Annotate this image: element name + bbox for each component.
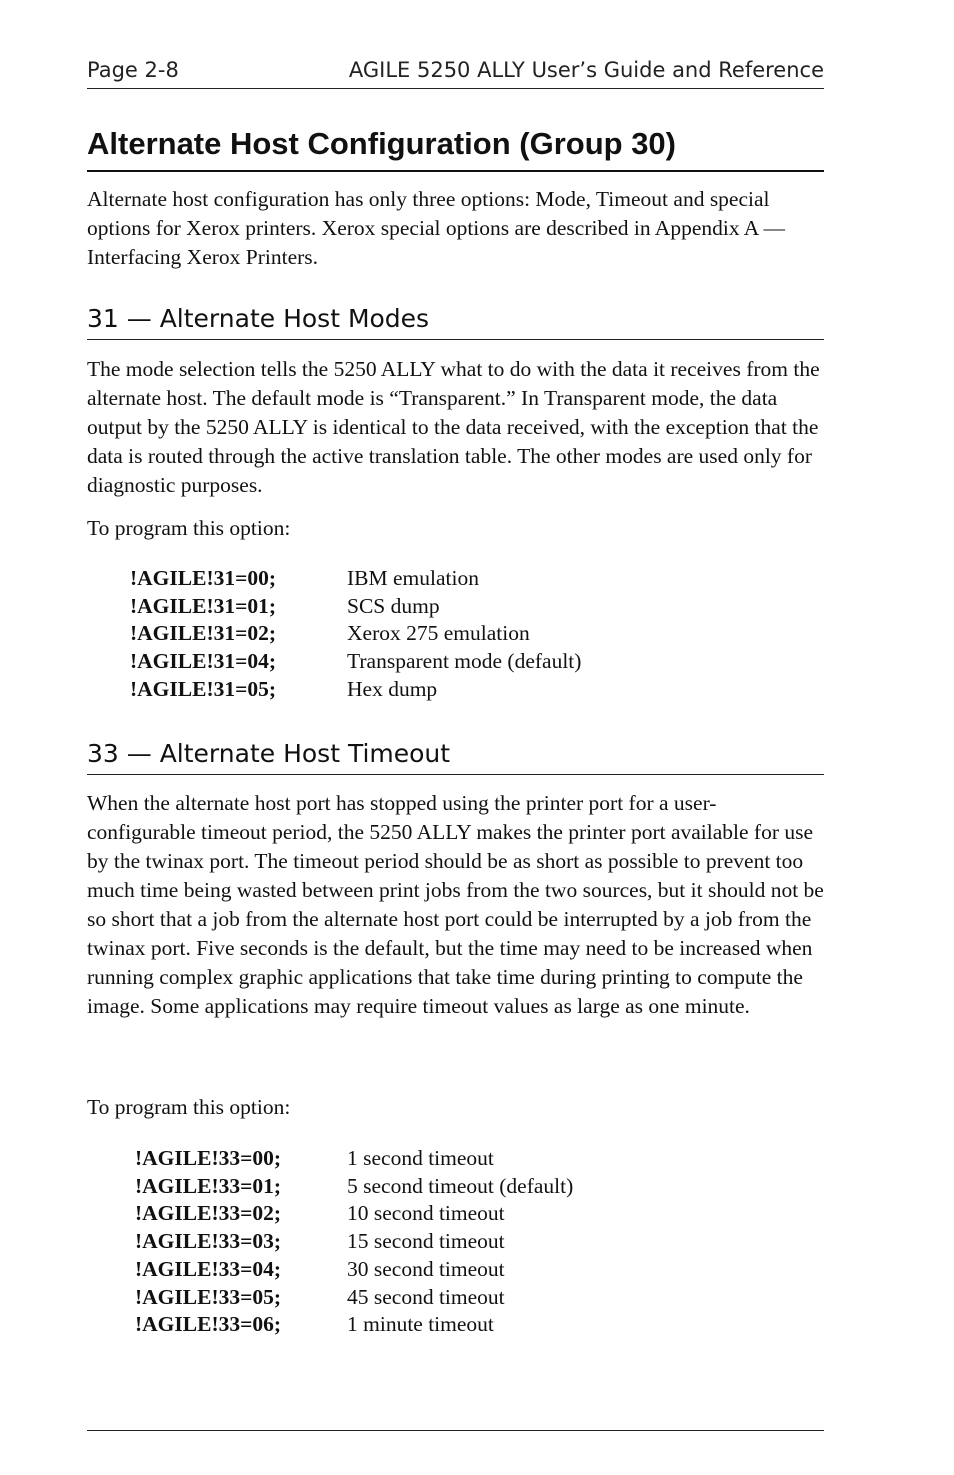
- option-description: SCS dump: [347, 593, 440, 618]
- table-row: [130, 593, 581, 621]
- option-code: !AGILE!31=02;: [130, 621, 277, 646]
- main-heading: Alternate Host Configuration (Group 30): [87, 124, 824, 172]
- modes-description: The mode selection tells the 5250 ALLY what to do with the data it receives from the alternate host. The default mode is “Transparent.” In Transparent mode, the data output by the 5250 ALLY is identical to the data received, with the exception that the data is routed through the active translation table. The other modes are used only for diagnostic purposes.: [87, 357, 820, 497]
- footer-rule: [87, 1430, 824, 1431]
- option-description: 1 second timeout: [347, 1146, 494, 1170]
- table-row: [135, 1173, 573, 1201]
- table-row: [135, 1284, 573, 1312]
- option-code: !AGILE!33=03;: [135, 1229, 282, 1254]
- option-code: !AGILE!31=00;: [130, 566, 277, 590]
- table-row: [135, 1311, 573, 1339]
- option-description: 45 second timeout: [347, 1284, 505, 1309]
- option-description: 5 second timeout (default): [347, 1173, 574, 1198]
- option-description: 1 minute timeout: [347, 1312, 494, 1337]
- timeout-description: When the alternate host port has stopped using the printer port for a user-configurable timeout period, the 5250 ALLY makes the printer port available for use by the twinax port. The timeout period should be as short as possible to prevent too much time being wasted between print jobs from the two sources, but it should not be so short that a job from the alternate host port could be interrupted by a job from the twinax port. Five seconds is the default, but the time may need to be increased when running complex graphic applications that take time during printing to compute the image. Some applications may require timeout values as large as one minute.: [87, 791, 824, 1018]
- table-row: [135, 1256, 573, 1284]
- option-code: !AGILE!33=02;: [135, 1201, 282, 1226]
- page-number: Page 2-8: [87, 58, 179, 82]
- section-heading-modes: 31 — Alternate Host Modes: [87, 303, 824, 340]
- option-description: Transparent mode (default): [347, 649, 582, 674]
- option-code: !AGILE!31=05;: [130, 676, 277, 701]
- option-code: !AGILE!31=04;: [130, 649, 277, 674]
- table-row: [135, 1228, 573, 1256]
- table-row: [130, 676, 581, 704]
- table-row: [130, 648, 581, 676]
- option-description: 15 second timeout: [347, 1229, 505, 1254]
- running-header: [87, 58, 824, 89]
- option-description: Hex dump: [347, 676, 438, 701]
- option-code: !AGILE!31=01;: [130, 593, 277, 618]
- option-description: IBM emulation: [347, 566, 479, 590]
- document-title: AGILE 5250 ALLY User’s Guide and Reference: [348, 58, 824, 82]
- modes-program-label: To program this option:: [87, 516, 291, 540]
- option-description: 10 second timeout: [347, 1201, 505, 1226]
- table-row: [135, 1145, 573, 1173]
- timeout-option-table: [135, 1145, 573, 1339]
- option-code: !AGILE!33=05;: [135, 1284, 282, 1309]
- option-code: !AGILE!33=06;: [135, 1312, 282, 1337]
- table-row: [135, 1200, 573, 1228]
- option-code: !AGILE!33=01;: [135, 1173, 282, 1198]
- option-code: !AGILE!33=04;: [135, 1256, 282, 1281]
- modes-option-table: [130, 565, 581, 704]
- option-description: Xerox 275 emulation: [347, 621, 530, 646]
- table-row: [130, 620, 581, 648]
- timeout-program-label: To program this option:: [87, 1095, 291, 1119]
- intro-paragraph: Alternate host configuration has only three options: Mode, Timeout and special options for Xerox printers. Xerox special options are described in Appendix A — Interfacing Xerox Printers.: [87, 187, 786, 269]
- table-row: [130, 565, 581, 593]
- option-code: !AGILE!33=00;: [135, 1146, 282, 1170]
- option-description: 30 second timeout: [347, 1256, 505, 1281]
- section-heading-timeout: 33 — Alternate Host Timeout: [87, 738, 824, 775]
